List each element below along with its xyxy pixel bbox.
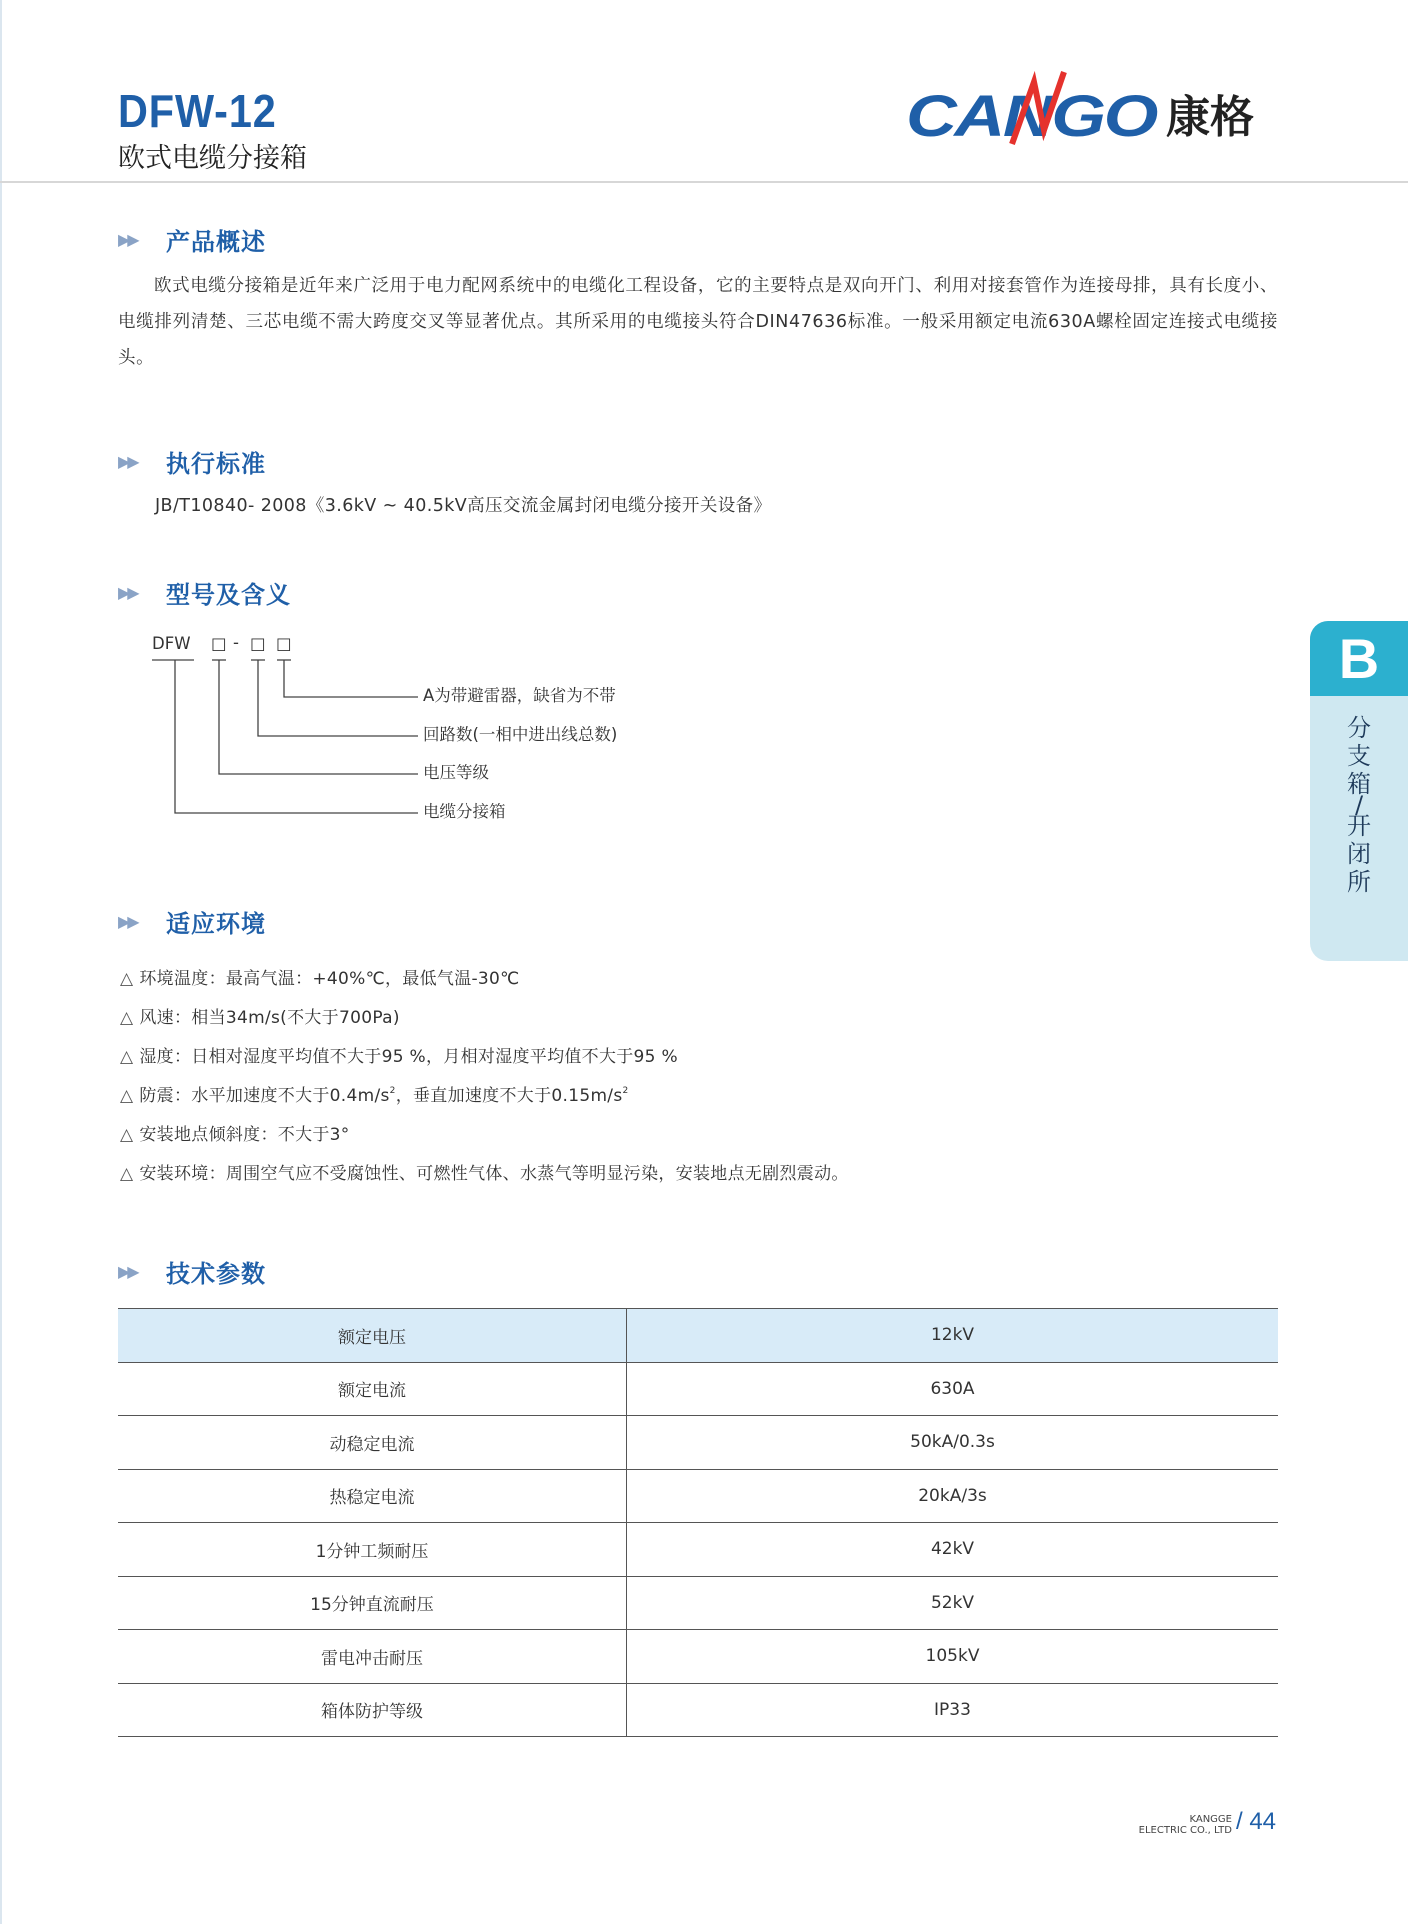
leader-arrester xyxy=(284,660,418,697)
environment-list xyxy=(120,960,849,1194)
arrows-icon: ▶▶ xyxy=(118,911,137,931)
param-name: 热稳定电流 xyxy=(118,1469,627,1523)
side-category-tab[interactable] xyxy=(1310,621,1408,961)
product-name: 欧式电缆分接箱 xyxy=(118,143,307,174)
side-tab-letter: B xyxy=(1310,621,1408,696)
triangle-icon: △ xyxy=(120,1047,134,1067)
table-row xyxy=(118,1416,1278,1470)
leader-circuits xyxy=(258,660,418,736)
model-prefix: DFW xyxy=(152,634,191,653)
section-title: 执行标准 xyxy=(166,449,266,478)
param-value: 105kV xyxy=(627,1630,1279,1684)
env-item-humidity: △ 湿度：日相对湿度平均值不大于95 %，月相对湿度平均值不大于95 % xyxy=(120,1047,678,1067)
arrows-icon: ▶▶ xyxy=(118,451,137,471)
section-title: 技术参数 xyxy=(166,1259,266,1288)
model-diagram xyxy=(118,625,718,835)
table-row xyxy=(118,1469,1278,1523)
param-name: 箱体防护等级 xyxy=(118,1683,627,1737)
model-box-circuits: □ xyxy=(250,634,266,653)
header-divider xyxy=(0,181,1408,183)
param-name: 额定电流 xyxy=(118,1362,627,1416)
overview-paragraph: 欧式电缆分接箱是近年来广泛用于电力配网系统中的电缆化工程设备，它的主要特点是双向开门、利用对接套管作为连接母排，具有长度小、电缆排列清楚、三芯电缆不需大跨度交叉等显著优点。其所采用的电缆接头符合DIN47636标准。一般采用额定电流630A螺栓固定连接式电缆接头。 xyxy=(118,276,1278,368)
triangle-icon: △ xyxy=(120,1008,134,1028)
section-heading-environment xyxy=(118,906,266,936)
model-code: DFW-12 xyxy=(118,85,277,137)
meaning-arrester: A为带避雷器，缺省为不带 xyxy=(423,686,616,705)
table-row xyxy=(118,1362,1278,1416)
section-heading-standard xyxy=(118,446,266,476)
param-name: 动稳定电流 xyxy=(118,1416,627,1470)
meaning-voltage: 电压等级 xyxy=(423,763,489,782)
triangle-icon: △ xyxy=(120,1125,134,1145)
model-dash: - xyxy=(233,633,239,652)
section-heading-overview xyxy=(118,224,266,254)
param-value: 42kV xyxy=(627,1523,1279,1577)
footer-company: KANGGE ELECTRIC CO., LTD xyxy=(1138,1814,1232,1836)
param-value: IP33 xyxy=(627,1683,1279,1737)
triangle-icon: △ xyxy=(120,969,134,989)
table-row xyxy=(118,1523,1278,1577)
params-table xyxy=(118,1308,1278,1737)
meaning-prefix: 电缆分接箱 xyxy=(423,802,506,821)
param-value: 20kA/3s xyxy=(627,1469,1279,1523)
section-heading-model xyxy=(118,577,291,607)
triangle-icon: △ xyxy=(120,1164,134,1184)
param-value: 630A xyxy=(627,1362,1279,1416)
section-title: 产品概述 xyxy=(166,227,266,256)
page-edge-line xyxy=(0,0,2,1924)
param-name: 15分钟直流耐压 xyxy=(118,1576,627,1630)
logo-chinese: 康格 xyxy=(1166,92,1254,143)
side-tab-label: 分 支 箱 / 开 闭 所 xyxy=(1347,714,1371,896)
env-item-temperature: △ 环境温度：最高气温：+40%℃，最低气温-30℃ xyxy=(120,969,520,989)
table-row xyxy=(118,1683,1278,1737)
env-item-wind: △ 风速：相当34m/s(不大于700Pa) xyxy=(120,1008,400,1028)
param-name: 额定电压 xyxy=(118,1309,627,1363)
arrows-icon: ▶▶ xyxy=(118,582,137,602)
table-row xyxy=(118,1576,1278,1630)
cango-logo xyxy=(904,72,1280,162)
arrows-icon: ▶▶ xyxy=(118,1261,137,1281)
env-item-incline: △ 安装地点倾斜度：不大于3° xyxy=(120,1125,350,1145)
logo-wordmark: CANGO xyxy=(906,84,1159,149)
env-item-surroundings: △ 安装环境：周围空气应不受腐蚀性、可燃性气体、水蒸气等明显污染，安装地点无剧烈震动。 xyxy=(120,1164,849,1184)
param-value: 50kA/0.3s xyxy=(627,1416,1279,1470)
table-row xyxy=(118,1309,1278,1363)
model-box-arrester: □ xyxy=(276,634,292,653)
param-name: 雷电冲击耐压 xyxy=(118,1630,627,1684)
section-title: 型号及含义 xyxy=(166,580,291,609)
standard-text: JB/T10840- 2008《3.6kV ~ 40.5kV高压交流金属封闭电缆分接开关设备》 xyxy=(155,496,772,516)
meaning-circuits: 回路数(一相中进出线总数) xyxy=(423,725,618,744)
param-value: 52kV xyxy=(627,1576,1279,1630)
table-row xyxy=(118,1630,1278,1684)
section-heading-params xyxy=(118,1256,266,1286)
leader-voltage xyxy=(219,660,418,774)
param-value: 12kV xyxy=(627,1309,1279,1363)
section-title: 适应环境 xyxy=(166,909,266,938)
triangle-icon: △ xyxy=(120,1086,134,1106)
page-number: / 44 xyxy=(1236,1808,1277,1835)
arrows-icon: ▶▶ xyxy=(118,229,137,249)
param-name: 1分钟工频耐压 xyxy=(118,1523,627,1577)
env-item-seismic: △ 防震：水平加速度不大于$0.4m/s^2$，垂直加速度不大于$0.15m/s^2$ xyxy=(120,1086,629,1106)
model-box-voltage: □ xyxy=(211,634,227,653)
